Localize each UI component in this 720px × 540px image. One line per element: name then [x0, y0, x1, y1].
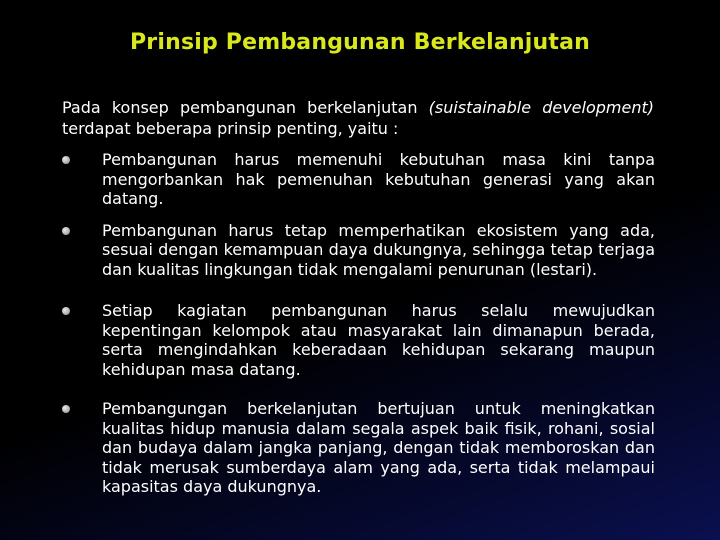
- list-item-text: Setiap kagiatan pembangunan harus selalu mewujudkan kepentingan kelompok atau masyarakat lain dimanapun berada, serta mengindahkan keberadaan kehidupan sekarang maupun kehidupan masa datang.: [102, 301, 655, 379]
- round-bullet-icon: [62, 307, 70, 315]
- intro-term: (suistainable development): [428, 98, 654, 117]
- list-item-text: Pembangunan harus tetap memperhatikan ekosistem yang ada, sesuai dengan kemampuan daya dukungnya, sehingga tetap terjaga dan kualitas lingkungan tidak mengalami penurunan (lestari).: [102, 220, 655, 279]
- round-bullet-icon: [62, 227, 70, 235]
- round-bullet-icon: [62, 156, 70, 164]
- slide-title: Prinsip Pembangunan Berkelanjutan: [129, 30, 591, 55]
- list-item: [60, 399, 655, 497]
- intro-lead: Pada konsep pembangunan berkelanjutan: [62, 98, 418, 117]
- list-item: [60, 301, 655, 379]
- list-item-text: Pembangunan harus memenuhi kebutuhan masa kini tanpa mengorbankan hak pemenuhan kebutuhan generasi yang akan datang.: [102, 150, 655, 208]
- list-item: [60, 221, 655, 280]
- round-bullet-icon: [62, 405, 70, 413]
- intro-paragraph: [62, 97, 654, 139]
- list-item: [60, 150, 655, 209]
- list-item-text: Pembangungan berkelanjutan bertujuan untuk meningkatkan kualitas hidup manusia dalam segala aspek baik fisik, rohani, sosial dan budaya dalam jangka panjang, dengan tidak memboroskan dan tidak merusak sumberdaya alam yang ada, serta tidak melampaui kapasitas daya dukungnya.: [102, 399, 655, 496]
- intro-rest: terdapat beberapa prinsip penting, yaitu :: [62, 119, 399, 138]
- principle-list: [60, 150, 655, 497]
